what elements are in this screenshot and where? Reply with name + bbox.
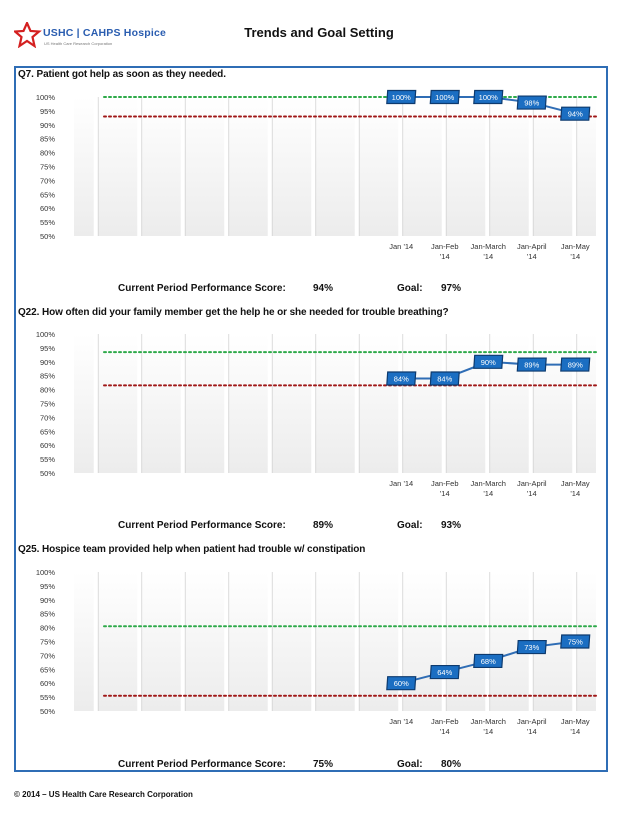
x-tick-label: Jan-Feb '14 — [430, 717, 459, 736]
x-tick-label: Jan-May '14 — [560, 479, 590, 498]
y-tick-label: 50% — [39, 469, 55, 478]
chart-q22-svg — [16, 323, 608, 509]
data-label: 100% — [391, 93, 411, 102]
data-point — [561, 107, 590, 120]
data-label: 73% — [524, 643, 540, 653]
chart-q7 — [16, 86, 608, 272]
goal-label: Goal: — [397, 283, 423, 294]
y-tick-label: 95% — [39, 581, 55, 591]
data-label: 60% — [393, 679, 409, 689]
goal-value: 93% — [441, 520, 462, 531]
goal-value: 80% — [441, 759, 462, 770]
data-point — [517, 641, 546, 654]
x-tick-label: Jan-April '14 — [516, 479, 547, 498]
y-tick-label: 60% — [39, 441, 55, 451]
x-tick-label: Jan-April '14 — [516, 717, 547, 736]
y-tick-label: 100% — [35, 330, 55, 339]
data-point — [430, 372, 459, 385]
data-label: 90% — [480, 357, 496, 367]
x-tick-label: Jan-March '14 — [470, 242, 506, 261]
x-tick-label: Jan '14 — [389, 242, 414, 251]
data-label: 84% — [437, 374, 453, 384]
y-tick-label: 75% — [39, 162, 55, 172]
data-point — [474, 91, 503, 104]
score-label: Current Period Performance Score: — [118, 520, 286, 531]
y-tick-label: 95% — [39, 343, 55, 353]
data-point — [561, 635, 590, 648]
y-tick-label: 95% — [39, 106, 55, 116]
y-tick-label: 65% — [39, 665, 55, 675]
data-label: 84% — [393, 374, 409, 384]
chart-title-q25: Q25. Hospice team provided help when patient had trouble w/ constipation — [18, 544, 366, 555]
score-label: Current Period Performance Score: — [118, 759, 286, 770]
x-tick-label: Jan-May '14 — [560, 242, 590, 261]
chart-q25-svg — [16, 561, 608, 747]
y-tick-label: 80% — [39, 623, 55, 633]
score-value: 94% — [313, 283, 334, 294]
x-tick-label: Jan '14 — [389, 717, 414, 726]
y-tick-label: 70% — [39, 651, 55, 661]
y-tick-label: 50% — [39, 232, 55, 241]
goal-label: Goal: — [397, 520, 423, 531]
y-tick-label: 55% — [39, 455, 55, 465]
y-tick-label: 80% — [39, 385, 55, 395]
data-point — [387, 372, 416, 385]
chart-q7-svg — [16, 86, 608, 272]
chart-title-q22: Q22. How often did your family member get the help he or she needed for trouble breathing? — [18, 307, 449, 318]
data-label: 100% — [435, 93, 455, 102]
x-tick-label: Jan-March '14 — [470, 717, 506, 736]
y-tick-label: 90% — [39, 357, 55, 367]
y-tick-label: 80% — [39, 148, 55, 158]
data-label: 89% — [524, 360, 540, 370]
score-value: 89% — [313, 520, 334, 531]
goal-label: Goal: — [397, 759, 423, 770]
data-point — [387, 677, 416, 690]
y-tick-label: 60% — [39, 679, 55, 689]
y-tick-label: 55% — [39, 218, 55, 228]
data-point — [430, 666, 459, 679]
y-tick-label: 65% — [39, 427, 55, 437]
y-tick-label: 85% — [39, 134, 55, 144]
y-tick-label: 50% — [39, 707, 55, 716]
x-tick-label: Jan-May '14 — [560, 717, 590, 736]
data-point — [517, 96, 546, 109]
data-label: 75% — [567, 637, 583, 647]
data-label: 94% — [567, 109, 583, 119]
chart-title-q7: Q7. Patient got help as soon as they needed. — [18, 69, 226, 80]
x-tick-label: Jan-March '14 — [470, 479, 506, 498]
copyright: © 2014 – US Health Care Research Corporation — [14, 790, 193, 799]
y-tick-label: 90% — [39, 595, 55, 605]
plot-area — [74, 334, 596, 473]
logo-subtext: US Health Care Research Corporation — [44, 41, 113, 46]
y-tick-label: 70% — [39, 413, 55, 423]
y-tick-label: 90% — [39, 120, 55, 130]
score-value: 75% — [313, 759, 334, 770]
score-label: Current Period Performance Score: — [118, 283, 286, 294]
y-tick-label: 70% — [39, 176, 55, 186]
data-label: 68% — [480, 656, 496, 666]
plot-area — [74, 97, 596, 236]
y-tick-label: 100% — [35, 568, 55, 577]
goal-value: 97% — [441, 283, 462, 294]
y-tick-label: 55% — [39, 693, 55, 703]
y-tick-label: 85% — [39, 609, 55, 619]
data-point — [430, 91, 459, 104]
data-point — [387, 91, 416, 104]
data-point — [517, 358, 546, 371]
x-tick-label: Jan-Feb '14 — [430, 242, 459, 261]
data-point — [561, 358, 590, 371]
y-tick-label: 100% — [35, 93, 55, 102]
x-tick-label: Jan-Feb '14 — [430, 479, 459, 498]
data-point — [474, 355, 503, 368]
y-tick-label: 60% — [39, 204, 55, 214]
y-tick-label: 75% — [39, 637, 55, 647]
x-tick-label: Jan '14 — [389, 479, 414, 488]
logo-text: USHC | CAHPS Hospice — [43, 27, 167, 39]
x-tick-label: Jan-April '14 — [516, 242, 547, 261]
data-point — [474, 654, 503, 667]
chart-q25 — [16, 561, 608, 747]
y-tick-label: 85% — [39, 371, 55, 381]
y-tick-label: 75% — [39, 399, 55, 409]
data-label: 100% — [478, 93, 498, 102]
page-title: Trends and Goal Setting — [244, 25, 394, 40]
data-label: 64% — [437, 668, 453, 678]
y-tick-label: 65% — [39, 190, 55, 200]
data-label: 98% — [524, 98, 540, 108]
chart-q22 — [16, 323, 608, 509]
data-label: 89% — [567, 360, 583, 370]
